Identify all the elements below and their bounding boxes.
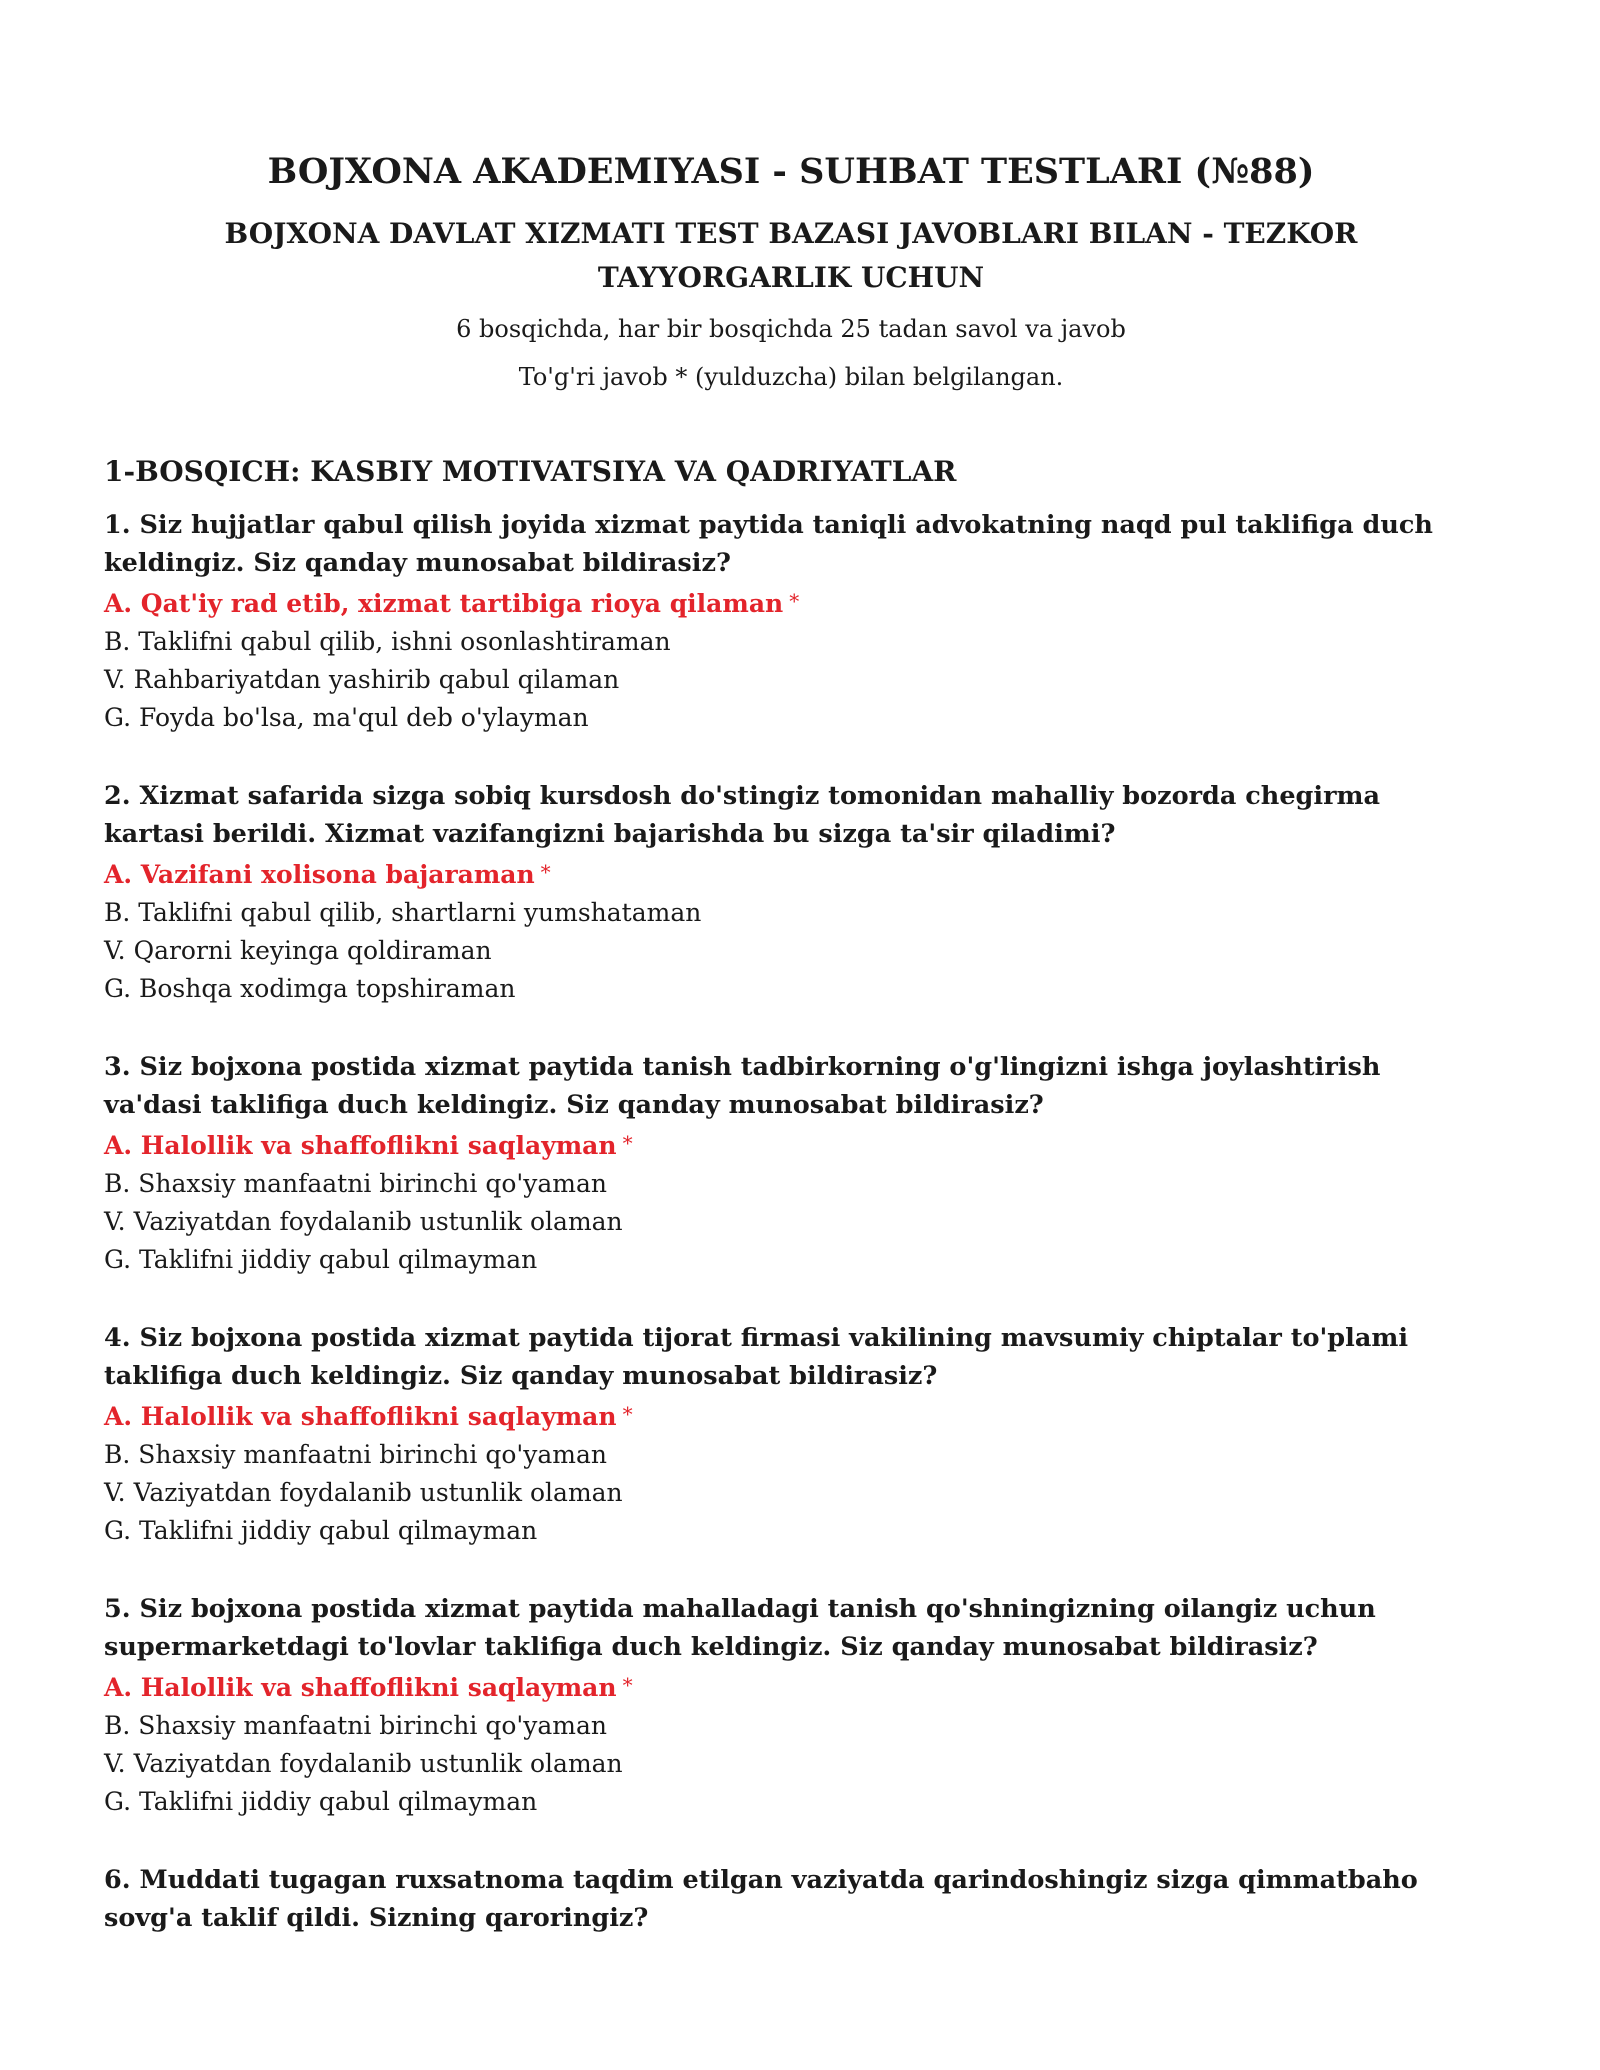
correct-marker: *	[622, 1402, 633, 1426]
question-text: 1. Siz hujjatlar qabul qilish joyida xizmat paytida taniqli advokatning naqd pul taklifiga duch keldingiz. Siz qanday munosabat bildirasiz?	[104, 510, 1433, 578]
correct-marker: *	[622, 1673, 633, 1697]
answer-option-v: V. Qarorni keyinga qoldiraman	[104, 936, 492, 965]
answer-option-b: B. Shaxsiy manfaatni birinchi qo'yaman	[104, 1169, 608, 1198]
question-text: 2. Xizmat safarida sizga sobiq kursdosh do'stingiz tomonidan mahalliy bozorda chegirma kartasi berildi. Xizmat vazifangizni bajarishda bu sizga ta'sir qiladimi?	[104, 781, 1381, 849]
correct-answer	[104, 582, 1478, 623]
answer-label: A. Halollik va shaffoflikni saqlayman	[104, 1673, 617, 1702]
answer-option-g: G. Boshqa xodimga topshiraman	[104, 974, 516, 1003]
correct-answer	[104, 1124, 1478, 1165]
question-2	[104, 777, 1478, 1008]
correct-answer	[104, 853, 1478, 894]
answer-option-v: V. Vaziyatdan foydalanib ustunlik olaman	[104, 1749, 623, 1778]
question-3	[104, 1048, 1478, 1279]
answer-label: A. Halollik va shaffoflikni saqlayman	[104, 1131, 617, 1160]
document-title: BOJXONA AKADEMIYASI - SUHBAT TESTLARI (№88)	[267, 151, 1315, 192]
question-6	[104, 1861, 1478, 1937]
answer-label: A. Qat'iy rad etib, xizmat tartibiga rioya qilaman	[104, 589, 784, 618]
document-subtitle: BOJXONA DAVLAT XIZMATI TEST BAZASI JAVOBLARI BILAN - TEZKOR TAYYORGARLIK UCHUN	[224, 217, 1358, 294]
answer-option-g: G. Taklifni jiddiy qabul qilmayman	[104, 1516, 538, 1545]
question-text: 6. Muddati tugagan ruxsatnoma taqdim etilgan vaziyatda qarindoshingiz sizga qimmatbaho sovg'a taklif qildi. Sizning qaroringiz?	[104, 1865, 1418, 1933]
answer-option-v: V. Rahbariyatdan yashirib qabul qilaman	[104, 665, 620, 694]
correct-marker: *	[540, 860, 551, 884]
answer-option-g: G. Taklifni jiddiy qabul qilmayman	[104, 1787, 538, 1816]
answer-option-v: V. Vaziyatdan foydalanib ustunlik olaman	[104, 1207, 623, 1236]
question-text: 4. Siz bojxona postida xizmat paytida tijorat firmasi vakilining mavsumiy chiptalar to'plami taklifiga duch keldingiz. Siz qanday munosabat bildirasiz?	[104, 1323, 1409, 1391]
answer-label: A. Vazifani xolisona bajaraman	[104, 860, 535, 889]
section-heading: 1-BOSQICH: KASBIY MOTIVATSIYA VA QADRIYATLAR	[104, 455, 957, 488]
correct-answer	[104, 1666, 1478, 1707]
answer-option-g: G. Foyda bo'lsa, ma'qul deb o'ylayman	[104, 703, 589, 732]
info-line-marker-note: To'g'ri javob * (yulduzcha) bilan belgilangan.	[518, 363, 1064, 391]
question-1	[104, 506, 1478, 737]
question-text: 5. Siz bojxona postida xizmat paytida mahalladagi tanish qo'shningizning oilangiz uchun supermarketdagi to'lovlar taklifiga duch keldingiz. Siz qanday munosabat bildirasiz?	[104, 1594, 1376, 1662]
answer-option-b: B. Taklifni qabul qilib, ishni osonlashtiraman	[104, 627, 671, 656]
answer-option-g: G. Taklifni jiddiy qabul qilmayman	[104, 1245, 538, 1274]
question-text: 3. Siz bojxona postida xizmat paytida tanish tadbirkorning o'g'lingizni ishga joylashtirish va'dasi taklifiga duch keldingiz. Siz qanday munosabat bildirasiz?	[104, 1052, 1381, 1120]
answer-option-b: B. Shaxsiy manfaatni birinchi qo'yaman	[104, 1440, 608, 1469]
correct-answer	[104, 1395, 1478, 1436]
correct-marker: *	[622, 1131, 633, 1155]
correct-marker: *	[789, 589, 800, 613]
answer-label: A. Halollik va shaffoflikni saqlayman	[104, 1402, 617, 1431]
answer-option-b: B. Taklifni qabul qilib, shartlarni yumshataman	[104, 898, 702, 927]
info-line-stages: 6 bosqichda, har bir bosqichda 25 tadan savol va javob	[456, 315, 1126, 343]
answer-option-v: V. Vaziyatdan foydalanib ustunlik olaman	[104, 1478, 623, 1507]
question-5	[104, 1590, 1478, 1821]
question-4	[104, 1319, 1478, 1550]
answer-option-b: B. Shaxsiy manfaatni birinchi qo'yaman	[104, 1711, 608, 1740]
